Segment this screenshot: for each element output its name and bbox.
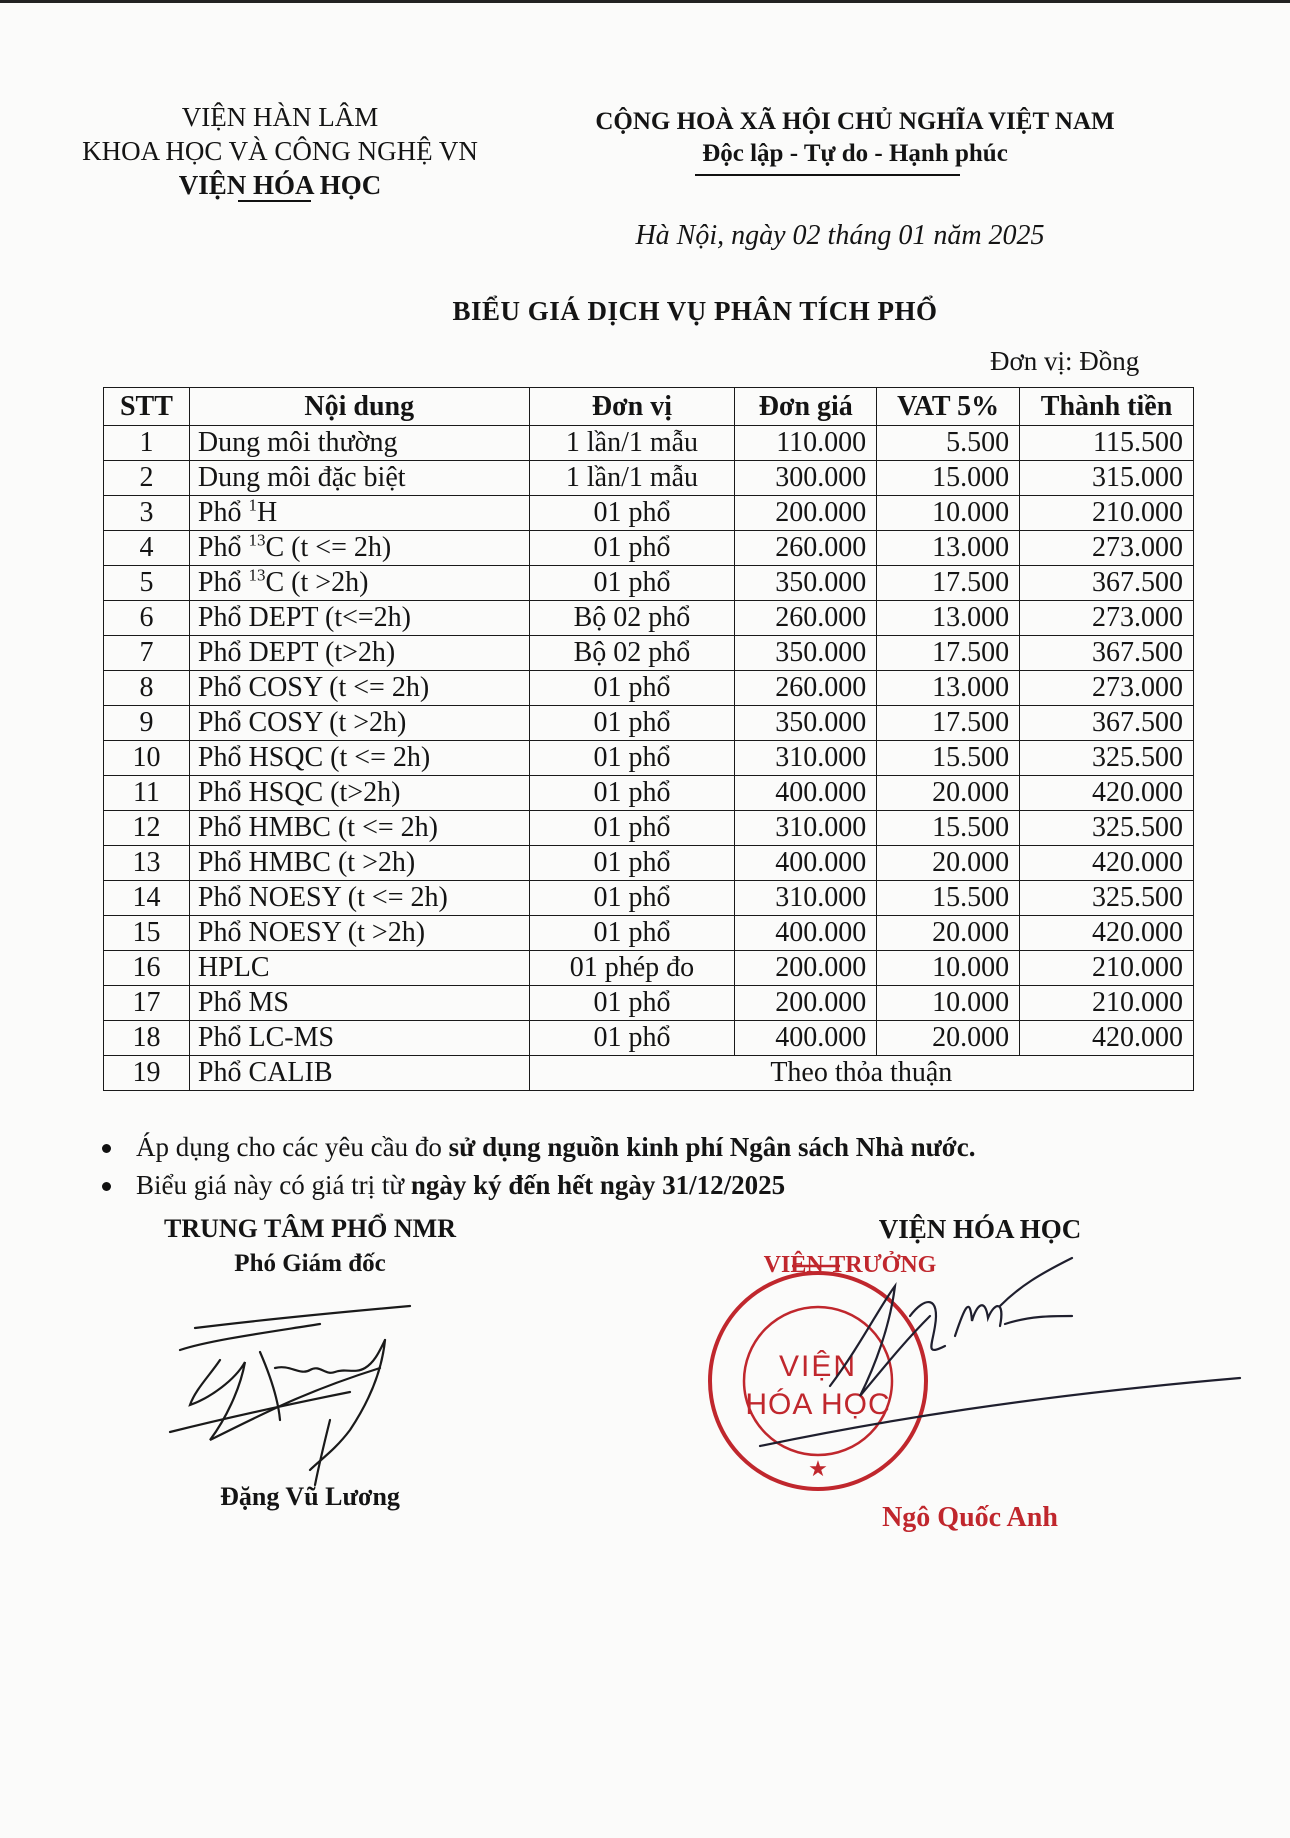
- header-unit: Đơn vị: [529, 388, 735, 426]
- cell-stt: 16: [104, 951, 190, 986]
- cell-content: [189, 566, 529, 601]
- cell-vat: 20.000: [877, 916, 1020, 951]
- content-text: HPLC: [197, 952, 270, 983]
- note2-bold: ngày ký đến hết ngày 31/12/2025: [410, 1170, 786, 1200]
- content-text: Phổ DEPT (t>2h): [197, 637, 396, 668]
- content-text: Phổ: [197, 567, 249, 598]
- header-left-underline: [238, 200, 311, 202]
- cell-vat: 20.000: [877, 776, 1020, 811]
- cell-price: 260.000: [735, 671, 877, 706]
- date-line: Hà Nội, ngày 02 tháng 01 năm 2025: [635, 220, 1045, 251]
- cell-unit: 01 phổ: [529, 496, 735, 531]
- cell-total: 420.000: [1020, 776, 1194, 811]
- cell-content: [189, 671, 529, 706]
- cell-vat: 20.000: [877, 846, 1020, 881]
- cell-stt: 17: [104, 986, 190, 1021]
- cell-stt: 18: [104, 1021, 190, 1056]
- table-row: [104, 951, 1194, 986]
- cell-stt: 7: [104, 636, 190, 671]
- note1-bold: sử dụng nguồn kinh phí Ngân sách Nhà nước.: [448, 1132, 976, 1162]
- cell-content: [189, 776, 529, 811]
- content-text-suffix: H: [257, 497, 278, 528]
- table-row: [104, 426, 1194, 461]
- cell-price: 300.000: [735, 461, 877, 496]
- cell-price: 310.000: [735, 811, 877, 846]
- notes: [98, 1128, 975, 1204]
- cell-vat: 15.000: [877, 461, 1020, 496]
- note1-text: Áp dụng cho các yêu cầu đo: [136, 1132, 449, 1162]
- cell-total: 325.500: [1020, 881, 1194, 916]
- cell-price: 350.000: [735, 566, 877, 601]
- content-text: Phổ MS: [197, 987, 289, 1018]
- cell-content: [189, 916, 529, 951]
- cell-total: 210.000: [1020, 951, 1194, 986]
- content-text: Phổ HSQC (t <= 2h): [197, 742, 431, 773]
- table-row: [104, 601, 1194, 636]
- cell-stt: 13: [104, 846, 190, 881]
- cell-total: 325.500: [1020, 741, 1194, 776]
- cell-content: [189, 811, 529, 846]
- header-left-line2: KHOA HỌC VÀ CÔNG NGHỆ VN: [82, 136, 478, 166]
- cell-merged-agreement: Theo thỏa thuận: [529, 1056, 1193, 1091]
- table-row: [104, 461, 1194, 496]
- cell-price: 400.000: [735, 776, 877, 811]
- cell-content: [189, 1021, 529, 1056]
- content-text: Phổ HSQC (t>2h): [197, 777, 401, 808]
- cell-price: 200.000: [735, 986, 877, 1021]
- note-item: [98, 1166, 975, 1204]
- table-row: [104, 706, 1194, 741]
- cell-total: 115.500: [1020, 426, 1194, 461]
- cell-content: [189, 461, 529, 496]
- content-text: Phổ: [197, 497, 249, 528]
- cell-vat: 10.000: [877, 986, 1020, 1021]
- cell-vat: 15.500: [877, 811, 1020, 846]
- cell-stt: 8: [104, 671, 190, 706]
- cell-unit: Bộ 02 phổ: [529, 636, 735, 671]
- cell-unit: Bộ 02 phổ: [529, 601, 735, 636]
- cell-vat: 5.500: [877, 426, 1020, 461]
- content-text-suffix: C (t >2h): [265, 567, 369, 598]
- cell-vat: 20.000: [877, 1021, 1020, 1056]
- cell-vat: 15.500: [877, 881, 1020, 916]
- header-right-underline: [695, 174, 960, 176]
- cell-vat: 17.500: [877, 636, 1020, 671]
- cell-unit: 01 phổ: [529, 566, 735, 601]
- cell-stt: 4: [104, 531, 190, 566]
- cell-total: 273.000: [1020, 671, 1194, 706]
- cell-price: 400.000: [735, 1021, 877, 1056]
- content-text: Phổ: [197, 532, 249, 563]
- content-text-suffix: C (t <= 2h): [265, 532, 392, 563]
- table-row: [104, 881, 1194, 916]
- cell-price: 260.000: [735, 601, 877, 636]
- cell-total: 420.000: [1020, 916, 1194, 951]
- cell-price: 260.000: [735, 531, 877, 566]
- table-row: [104, 1056, 1194, 1091]
- content-text: Phổ LC-MS: [197, 1022, 335, 1053]
- cell-total: 273.000: [1020, 531, 1194, 566]
- table-row: [104, 531, 1194, 566]
- content-text: Phổ NOESY (t <= 2h): [197, 882, 448, 913]
- content-text: Dung môi đặc biệt: [197, 462, 406, 493]
- left-signer-role: Phó Giám đốc: [234, 1250, 386, 1277]
- cell-vat: 13.000: [877, 531, 1020, 566]
- table-row: [104, 776, 1194, 811]
- note2-text: Biểu giá này có giá trị từ: [136, 1170, 411, 1200]
- content-text: Phổ HMBC (t >2h): [197, 847, 416, 878]
- header-content: Nội dung: [189, 388, 529, 426]
- header-price: Đơn giá: [735, 388, 877, 426]
- cell-total: 367.500: [1020, 566, 1194, 601]
- header-right-line2: Độc lập - Tự do - Hạnh phúc: [702, 140, 1008, 167]
- table-row: [104, 636, 1194, 671]
- svg-text:★: ★: [808, 1456, 828, 1481]
- cell-unit: 01 phổ: [529, 706, 735, 741]
- cell-content: [189, 531, 529, 566]
- cell-content: Phổ CALIB: [189, 1056, 529, 1091]
- official-stamp: [700, 1246, 1260, 1506]
- header-vat: VAT 5%: [877, 388, 1020, 426]
- cell-vat: 10.000: [877, 496, 1020, 531]
- table-row: [104, 846, 1194, 881]
- cell-content: [189, 986, 529, 1021]
- table-row: [104, 916, 1194, 951]
- cell-total: 367.500: [1020, 706, 1194, 741]
- table-row: [104, 671, 1194, 706]
- cell-vat: 17.500: [877, 566, 1020, 601]
- cell-unit: 01 phổ: [529, 1021, 735, 1056]
- cell-vat: 13.000: [877, 601, 1020, 636]
- cell-vat: 13.000: [877, 671, 1020, 706]
- content-superscript: 1: [248, 495, 257, 515]
- cell-stt: 15: [104, 916, 190, 951]
- cell-stt: 12: [104, 811, 190, 846]
- content-text: Dung môi thường: [197, 427, 398, 458]
- content-text: Phổ NOESY (t >2h): [197, 917, 426, 948]
- cell-stt: 1: [104, 426, 190, 461]
- price-table: [103, 387, 1194, 1091]
- header-stt: STT: [104, 388, 190, 426]
- cell-price: 350.000: [735, 706, 877, 741]
- svg-text:VIỆN: VIỆN: [778, 1350, 858, 1383]
- content-text: Phổ COSY (t <= 2h): [197, 672, 430, 703]
- cell-vat: 17.500: [877, 706, 1020, 741]
- content-text: Phổ COSY (t >2h): [197, 707, 407, 738]
- svg-text:VIỆN TRƯỞNG: VIỆN TRƯỞNG: [763, 1252, 937, 1278]
- content-text: Phổ HMBC (t <= 2h): [197, 812, 438, 843]
- right-signer-org: VIỆN HÓA HỌC: [878, 1214, 1082, 1244]
- cell-stt: 10: [104, 741, 190, 776]
- cell-content: [189, 426, 529, 461]
- cell-content: [189, 601, 529, 636]
- header-total: Thành tiền: [1020, 388, 1194, 426]
- cell-stt: 9: [104, 706, 190, 741]
- cell-unit: 1 lần/1 mẫu: [529, 426, 735, 461]
- cell-price: 350.000: [735, 636, 877, 671]
- cell-total: 210.000: [1020, 496, 1194, 531]
- cell-unit: 01 phổ: [529, 916, 735, 951]
- cell-unit: 1 lần/1 mẫu: [529, 461, 735, 496]
- cell-total: 325.500: [1020, 811, 1194, 846]
- cell-content: [189, 951, 529, 986]
- cell-total: 420.000: [1020, 1021, 1194, 1056]
- cell-content: [189, 706, 529, 741]
- cell-stt: 14: [104, 881, 190, 916]
- table-body: [104, 426, 1194, 1091]
- unit-note: Đơn vị: Đồng: [990, 346, 1140, 376]
- cell-unit: 01 phổ: [529, 811, 735, 846]
- right-signer-name: Ngô Quốc Anh: [882, 1502, 1058, 1533]
- cell-stt: 3: [104, 496, 190, 531]
- table-row: [104, 811, 1194, 846]
- cell-content: [189, 741, 529, 776]
- content-text: Phổ DEPT (t<=2h): [197, 602, 411, 633]
- table-row: [104, 566, 1194, 601]
- cell-total: 315.000: [1020, 461, 1194, 496]
- table-header-row: [104, 388, 1194, 426]
- cell-price: 400.000: [735, 916, 877, 951]
- cell-stt: 2: [104, 461, 190, 496]
- left-signer-org: TRUNG TÂM PHỔ NMR: [163, 1214, 456, 1243]
- note-item: [98, 1128, 975, 1166]
- header-left: [50, 100, 510, 202]
- cell-price: 200.000: [735, 951, 877, 986]
- left-signer-name: Đặng Vũ Lương: [220, 1482, 400, 1511]
- table-row: [104, 741, 1194, 776]
- cell-price: 200.000: [735, 496, 877, 531]
- table-row: [104, 986, 1194, 1021]
- header-left-line3: VIỆN HÓA HỌC: [178, 170, 382, 200]
- cell-unit: 01 phép đo: [529, 951, 735, 986]
- svg-text:HÓA HỌC: HÓA HỌC: [745, 1388, 891, 1421]
- cell-total: 420.000: [1020, 846, 1194, 881]
- cell-unit: 01 phổ: [529, 846, 735, 881]
- content-superscript: 13: [248, 565, 266, 585]
- document-title: BIỂU GIÁ DỊCH VỤ PHÂN TÍCH PHỔ: [452, 296, 938, 326]
- cell-content: [189, 636, 529, 671]
- content-superscript: 13: [248, 530, 266, 550]
- cell-unit: 01 phổ: [529, 741, 735, 776]
- cell-content: [189, 846, 529, 881]
- cell-total: 367.500: [1020, 636, 1194, 671]
- cell-vat: 10.000: [877, 951, 1020, 986]
- scan-top-edge: [0, 0, 1290, 3]
- cell-price: 400.000: [735, 846, 877, 881]
- cell-price: 310.000: [735, 741, 877, 776]
- cell-unit: 01 phổ: [529, 671, 735, 706]
- left-signature: [150, 1280, 440, 1490]
- cell-unit: 01 phổ: [529, 881, 735, 916]
- header-right-line1: CỘNG HOÀ XÃ HỘI CHỦ NGHĨA VIỆT NAM: [595, 108, 1115, 135]
- cell-content: [189, 881, 529, 916]
- cell-stt: 11: [104, 776, 190, 811]
- cell-content: [189, 496, 529, 531]
- cell-stt: 5: [104, 566, 190, 601]
- cell-unit: 01 phổ: [529, 531, 735, 566]
- header-left-line1: VIỆN HÀN LÂM: [181, 102, 379, 132]
- table-row: [104, 1021, 1194, 1056]
- cell-price: 110.000: [735, 426, 877, 461]
- cell-unit: 01 phổ: [529, 986, 735, 1021]
- cell-stt: 6: [104, 601, 190, 636]
- cell-vat: 15.500: [877, 741, 1020, 776]
- table-row: [104, 496, 1194, 531]
- header-right: [540, 106, 1170, 170]
- cell-unit: 01 phổ: [529, 776, 735, 811]
- cell-price: 310.000: [735, 881, 877, 916]
- cell-stt: 19: [104, 1056, 190, 1091]
- cell-total: 210.000: [1020, 986, 1194, 1021]
- cell-total: 273.000: [1020, 601, 1194, 636]
